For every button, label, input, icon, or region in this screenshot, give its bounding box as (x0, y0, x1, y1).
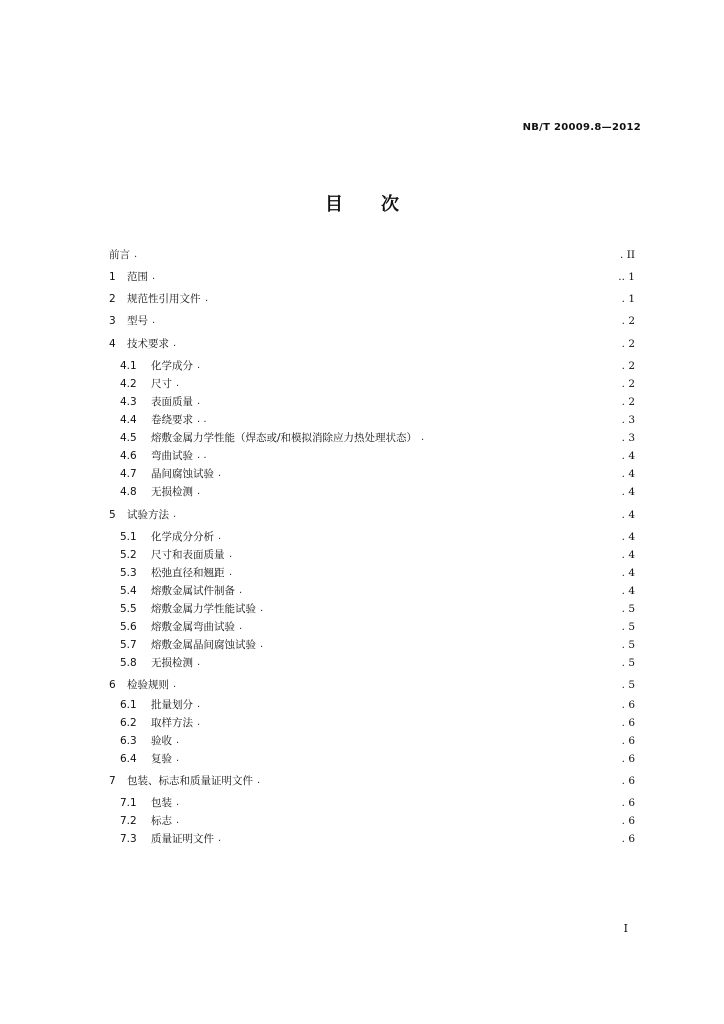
toc-entry-number: 4.2 (120, 378, 137, 390)
toc-entry-title: 松弛直径和翘距 (151, 567, 225, 579)
toc-entry-number: 5.6 (120, 621, 137, 633)
toc-entry-leader: . (197, 657, 201, 668)
toc-entry-page: . 6 (621, 833, 635, 845)
toc-entry-leader: . (173, 509, 177, 520)
toc-entry-number: 3 (109, 315, 116, 327)
toc-entry-title: 技术要求 (127, 338, 169, 350)
toc-entry-leader: . (260, 639, 264, 650)
toc-entry-page: . 5 (621, 603, 635, 615)
toc-entry-number: 5.4 (120, 585, 137, 597)
page-title (0, 190, 724, 216)
toc-entry[interactable] (0, 813, 724, 829)
toc-entry-leader: . (176, 815, 180, 826)
toc-entry-leader: . (176, 378, 180, 389)
toc-entry-leader: . . (197, 450, 207, 461)
toc-entry-title: 无损检测 (151, 657, 193, 669)
toc-entry-page: . 2 (621, 315, 635, 327)
toc-entry-page: . 6 (621, 735, 635, 747)
toc-entry-title: 化学成分分析 (151, 531, 214, 543)
toc-entry-page: . 2 (621, 338, 635, 350)
toc-entry-title: 化学成分 (151, 360, 193, 372)
toc-entry-page: .. 1 (618, 271, 635, 283)
toc-entry-page: . 4 (621, 509, 635, 521)
toc-entry-title: 尺寸 (151, 378, 172, 390)
toc-entry-number: 4.7 (120, 468, 137, 480)
toc-entry-title: 熔敷金属力学性能（焊态或/和模拟消除应力热处理状态） (151, 432, 418, 444)
toc-entry-title: 无损检测 (151, 486, 193, 498)
toc-entry-title: 复验 (151, 753, 172, 765)
toc-entry[interactable] (0, 313, 724, 329)
toc-entry-leader: . (197, 717, 201, 728)
toc-entry-number: 6.4 (120, 753, 137, 765)
toc-entry-page: . 6 (621, 815, 635, 827)
toc-entry-title: 前言 (109, 249, 130, 261)
toc-entry[interactable] (0, 466, 724, 482)
toc-entry-title: 质量证明文件 (151, 833, 214, 845)
toc-entry-page: . II (620, 249, 635, 261)
toc-entry-page: . 6 (621, 775, 635, 787)
toc-entry-number: 5.3 (120, 567, 137, 579)
toc-entry-leader: . (173, 338, 177, 349)
toc-entry[interactable] (0, 677, 724, 693)
toc-entry[interactable] (0, 247, 724, 263)
toc-entry-leader: . (205, 293, 209, 304)
toc-entry-number: 7.1 (120, 797, 137, 809)
toc-entry-number: 7.3 (120, 833, 137, 845)
title-char-1: 目 (325, 194, 343, 215)
toc-entry[interactable] (0, 430, 724, 446)
toc-entry-title: 熔敷金属晶间腐蚀试验 (151, 639, 256, 651)
toc-entry-leader: . (197, 360, 201, 371)
toc-entry[interactable] (0, 269, 724, 285)
toc-entry[interactable] (0, 795, 724, 811)
toc-entry-number: 6.2 (120, 717, 137, 729)
toc-entry-number: 6 (109, 679, 116, 691)
toc-entry-page: . 2 (621, 360, 635, 372)
toc-entry-page: . 4 (621, 486, 635, 498)
toc-entry-number: 4.4 (120, 414, 137, 426)
toc-entry-page: . 5 (621, 679, 635, 691)
toc-entry[interactable] (0, 715, 724, 731)
toc-entry-number: 7 (109, 775, 116, 787)
toc-entry-page: . 6 (621, 797, 635, 809)
toc-entry[interactable] (0, 484, 724, 500)
toc-entry-page: . 1 (621, 293, 635, 305)
toc-entry-number: 4 (109, 338, 116, 350)
toc-entry-leader: . (257, 775, 261, 786)
toc-entry-title: 包装 (151, 797, 172, 809)
toc-entry-leader: . (197, 396, 201, 407)
toc-entry-title: 尺寸和表面质量 (151, 549, 225, 561)
toc-entry-number: 5 (109, 509, 116, 521)
toc-entry-leader: . (229, 567, 233, 578)
toc-entry-leader: . (218, 531, 222, 542)
toc-entry-leader: . (176, 735, 180, 746)
toc-entry-title: 试验方法 (127, 509, 169, 521)
toc-entry-page: . 4 (621, 450, 635, 462)
toc-entry-page: . 5 (621, 639, 635, 651)
toc-entry[interactable] (0, 565, 724, 581)
toc-entry-page: . 4 (621, 531, 635, 543)
toc-entry-title: 规范性引用文件 (127, 293, 201, 305)
toc-entry-number: 4.6 (120, 450, 137, 462)
toc-entry-leader: . (260, 603, 264, 614)
toc-entry[interactable] (0, 831, 724, 847)
toc-entry-number: 4.3 (120, 396, 137, 408)
toc-entry[interactable] (0, 751, 724, 767)
toc-entry[interactable] (0, 507, 724, 523)
toc-entry-leader: . (218, 833, 222, 844)
toc-entry-number: 4.8 (120, 486, 137, 498)
toc-entry[interactable] (0, 394, 724, 410)
toc-entry-leader: . (229, 549, 233, 560)
toc-entry-leader: . (421, 432, 425, 443)
toc-entry[interactable] (0, 529, 724, 545)
toc-entry[interactable] (0, 291, 724, 307)
toc-entry-page: . 4 (621, 468, 635, 480)
toc-entry-number: 5.1 (120, 531, 137, 543)
toc-entry-page: . 4 (621, 567, 635, 579)
toc-entry[interactable] (0, 733, 724, 749)
toc-entry-page: . 2 (621, 396, 635, 408)
toc-entry-title: 弯曲试验 (151, 450, 193, 462)
toc-entry[interactable] (0, 376, 724, 392)
toc-entry-title: 熔敷金属试件制备 (151, 585, 235, 597)
toc-entry[interactable] (0, 697, 724, 713)
toc-entry-page: . 4 (621, 585, 635, 597)
toc-entry-title: 批量划分 (151, 699, 193, 711)
toc-entry-number: 2 (109, 293, 116, 305)
toc-entry[interactable] (0, 448, 724, 464)
standard-number: NB/T 20009.8—2012 (522, 122, 641, 133)
toc-entry-leader: . (134, 249, 138, 260)
toc-entry-leader: . (218, 468, 222, 479)
toc-entry-title: 范围 (127, 271, 148, 283)
toc-entry[interactable] (0, 547, 724, 563)
toc-entry-title: 包装、标志和质量证明文件 (127, 775, 253, 787)
toc-entry[interactable] (0, 655, 724, 671)
toc-entry-page: . 6 (621, 753, 635, 765)
toc-entry[interactable] (0, 773, 724, 789)
toc-entry-title: 卷绕要求 (151, 414, 193, 426)
toc-entry-page: . 5 (621, 657, 635, 669)
toc-entry-leader: . (197, 699, 201, 710)
toc-entry[interactable] (0, 619, 724, 635)
toc-entry-number: 5.2 (120, 549, 137, 561)
toc-entry[interactable] (0, 601, 724, 617)
toc-entry-leader: . (152, 271, 156, 282)
toc-entry-title: 型号 (127, 315, 148, 327)
toc-entry-page: . 4 (621, 549, 635, 561)
toc-entry-page: . 3 (621, 432, 635, 444)
toc-entry-number: 1 (109, 271, 116, 283)
toc-entry-page: . 3 (621, 414, 635, 426)
toc-entry[interactable] (0, 583, 724, 599)
title-char-2: 次 (381, 194, 399, 215)
toc-entry-leader: . (197, 486, 201, 497)
toc-entry-leader: . (173, 679, 177, 690)
toc-entry-title: 验收 (151, 735, 172, 747)
toc-entry-leader: . (176, 753, 180, 764)
toc-entry[interactable] (0, 358, 724, 374)
toc-entry-title: 表面质量 (151, 396, 193, 408)
toc-entry-number: 5.5 (120, 603, 137, 615)
toc-entry-number: 4.1 (120, 360, 137, 372)
toc-entry-number: 6.3 (120, 735, 137, 747)
toc-entry-page: . 6 (621, 699, 635, 711)
toc-entry-leader: . (239, 585, 243, 596)
toc-entry-number: 6.1 (120, 699, 137, 711)
toc-entry-leader: . (239, 621, 243, 632)
toc-entry-title: 熔敷金属力学性能试验 (151, 603, 256, 615)
toc-entry-number: 5.7 (120, 639, 137, 651)
toc-entry-title: 检验规则 (127, 679, 169, 691)
toc-entry-number: 5.8 (120, 657, 137, 669)
toc-entry-title: 取样方法 (151, 717, 193, 729)
toc-entry-title: 标志 (151, 815, 172, 827)
toc-entry-leader: . (176, 797, 180, 808)
toc-entry[interactable] (0, 637, 724, 653)
toc-entry-number: 4.5 (120, 432, 137, 444)
toc-entry-page: . 2 (621, 378, 635, 390)
toc-entry-title: 晶间腐蚀试验 (151, 468, 214, 480)
toc-entry-number: 7.2 (120, 815, 137, 827)
toc-entry[interactable] (0, 412, 724, 428)
toc-entry[interactable] (0, 336, 724, 352)
toc-entry-page: . 5 (621, 621, 635, 633)
toc-entry-title: 熔敷金属弯曲试验 (151, 621, 235, 633)
page-number: I (623, 922, 628, 935)
toc-entry-leader: . (152, 315, 156, 326)
toc-entry-leader: . . (197, 414, 207, 425)
toc-entry-page: . 6 (621, 717, 635, 729)
